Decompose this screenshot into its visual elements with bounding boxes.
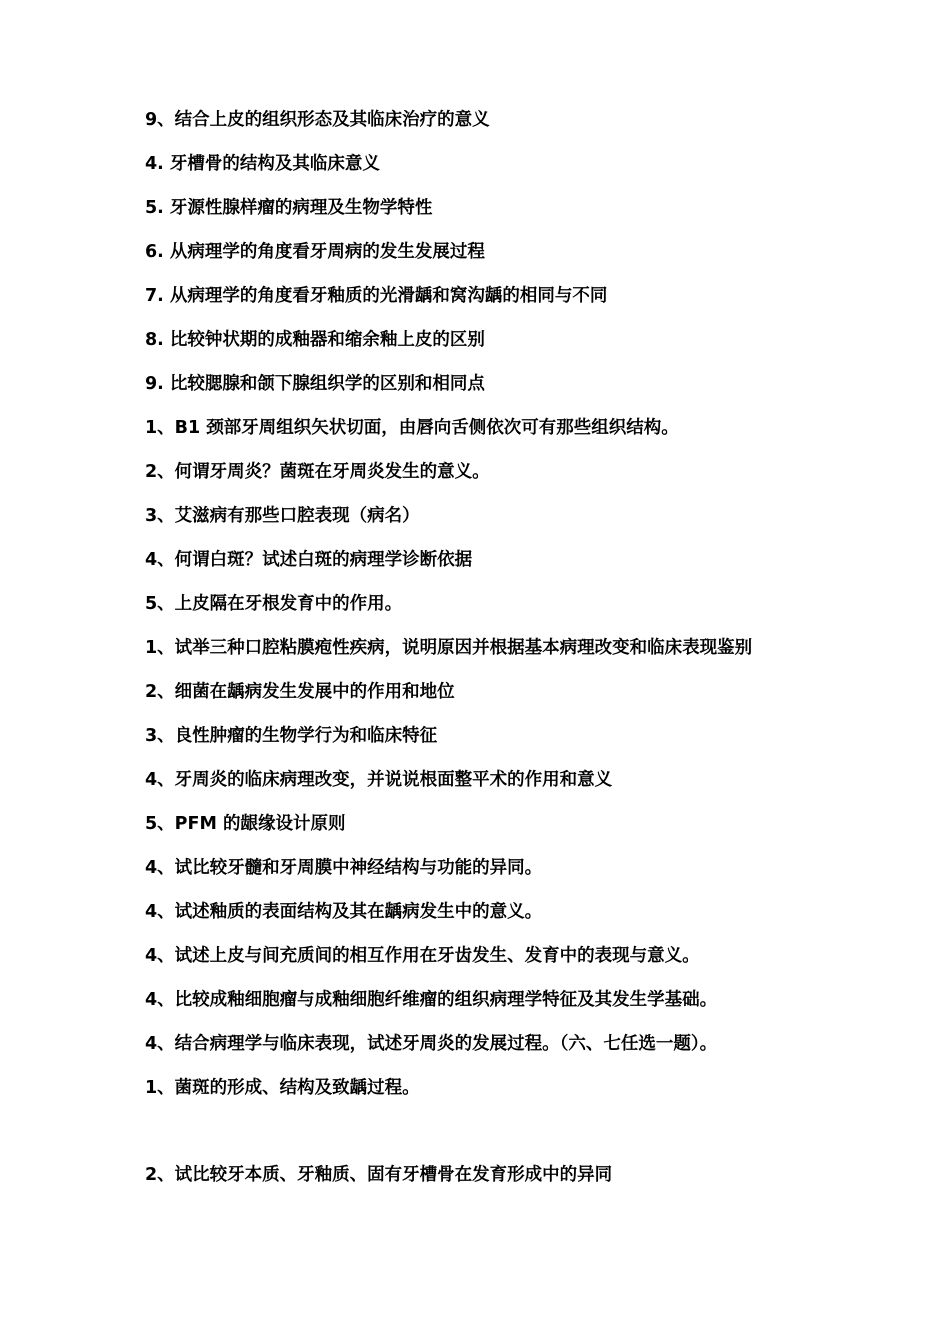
question-line: 1、菌斑的形成、结构及致龋过程。 [145,1078,420,1098]
question-line: 1、试举三种口腔粘膜疱性疾病，说明原因并根据基本病理改变和临床表现鉴别 [145,638,753,658]
question-line: 4、牙周炎的临床病理改变，并说说根面整平术的作用和意义 [145,770,613,790]
question-line: 4、比较成釉细胞瘤与成釉细胞纤维瘤的组织病理学特征及其发生学基础。 [145,990,718,1010]
question-line: 8. 比较钟状期的成釉器和缩余釉上皮的区别 [145,330,485,350]
question-line: 1、B1 颈部牙周组织矢状切面，由唇向舌侧依次可有那些组织结构。 [145,418,679,438]
question-line: 5、上皮隔在牙根发育中的作用。 [145,594,403,614]
question-line: 7. 从病理学的角度看牙釉质的光滑龋和窝沟龋的相同与不同 [145,286,608,306]
question-line: 5. 牙源性腺样瘤的病理及生物学特性 [145,198,433,218]
question-line: 3、艾滋病有那些口腔表现（病名） [145,506,420,526]
question-line: 2、何谓牙周炎？菌斑在牙周炎发生的意义。 [145,462,490,482]
question-line: 4、试述釉质的表面结构及其在龋病发生中的意义。 [145,902,543,922]
question-line: 2、试比较牙本质、牙釉质、固有牙槽骨在发育形成中的异同 [145,1165,613,1185]
question-line: 9. 比较腮腺和颌下腺组织学的区别和相同点 [145,374,485,394]
question-line: 4、试述上皮与间充质间的相互作用在牙齿发生、发育中的表现与意义。 [145,946,700,966]
question-line: 4、结合病理学与临床表现，试述牙周炎的发展过程。（六、七任选一题）。 [145,1034,718,1054]
question-line: 4、试比较牙髓和牙周膜中神经结构与功能的异同。 [145,858,543,878]
question-line: 9、结合上皮的组织形态及其临床治疗的意义 [145,110,490,130]
question-line: 2、细菌在龋病发生发展中的作用和地位 [145,682,455,702]
question-line: 5、PFM 的龈缘设计原则 [145,814,346,834]
question-line: 6. 从病理学的角度看牙周病的发生发展过程 [145,242,485,262]
question-line: 4、何谓白斑？试述白斑的病理学诊断依据 [145,550,473,570]
question-line: 3、良性肿瘤的生物学行为和临床特征 [145,726,438,746]
question-line: 4. 牙槽骨的结构及其临床意义 [145,154,380,174]
